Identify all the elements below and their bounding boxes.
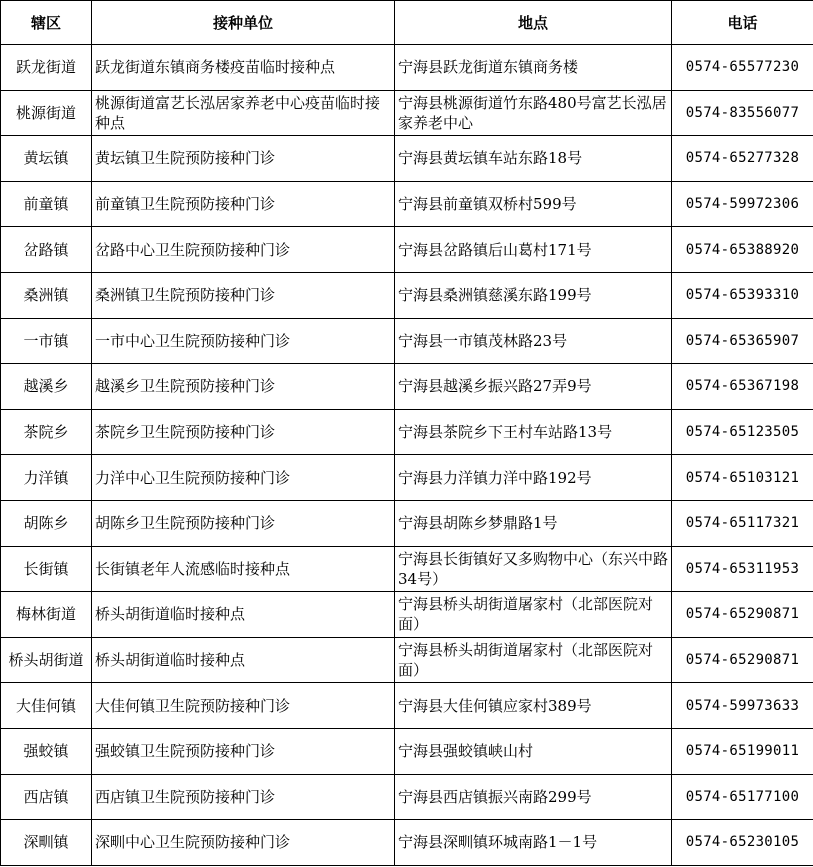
table-row	[1, 90, 813, 136]
phone-cell: 0574-65123505	[672, 409, 813, 455]
phone-cell: 0574-65290871	[672, 592, 813, 638]
phone-cell: 0574-65311953	[672, 546, 813, 592]
district-cell: 长街镇	[1, 546, 92, 592]
unit-cell: 力洋中心卫生院预防接种门诊	[92, 455, 395, 501]
unit-cell: 长街镇老年人流感临时接种点	[92, 546, 395, 592]
unit-cell: 胡陈乡卫生院预防接种门诊	[92, 500, 395, 546]
table-row	[1, 409, 813, 455]
district-cell: 前童镇	[1, 181, 92, 227]
district-cell: 桃源街道	[1, 90, 92, 136]
address-cell: 宁海县桃源街道竹东路480号富艺长泓居家养老中心	[395, 90, 672, 136]
address-cell: 宁海县跃龙街道东镇商务楼	[395, 45, 672, 91]
header-unit: 接种单位	[92, 1, 395, 45]
unit-cell: 桥头胡街道临时接种点	[92, 592, 395, 638]
address-cell: 宁海县岔路镇后山葛村171号	[395, 227, 672, 273]
unit-cell: 深甽中心卫生院预防接种门诊	[92, 820, 395, 866]
district-cell: 深甽镇	[1, 820, 92, 866]
table-row	[1, 181, 813, 227]
address-cell: 宁海县强蛟镇峡山村	[395, 728, 672, 774]
table-row	[1, 728, 813, 774]
phone-cell: 0574-59972306	[672, 181, 813, 227]
table-row	[1, 272, 813, 318]
district-cell: 桥头胡街道	[1, 637, 92, 683]
table-row	[1, 774, 813, 820]
phone-cell: 0574-65365907	[672, 318, 813, 364]
district-cell: 西店镇	[1, 774, 92, 820]
phone-cell: 0574-65277328	[672, 136, 813, 182]
address-cell: 宁海县前童镇双桥村599号	[395, 181, 672, 227]
district-cell: 岔路镇	[1, 227, 92, 273]
table-row	[1, 683, 813, 729]
phone-cell: 0574-83556077	[672, 90, 813, 136]
address-cell: 宁海县黄坛镇车站东路18号	[395, 136, 672, 182]
address-cell: 宁海县长街镇好又多购物中心（东兴中路34号）	[395, 546, 672, 592]
address-cell: 宁海县越溪乡振兴路27弄9号	[395, 364, 672, 410]
unit-cell: 越溪乡卫生院预防接种门诊	[92, 364, 395, 410]
table-row	[1, 45, 813, 91]
address-cell: 宁海县西店镇振兴南路299号	[395, 774, 672, 820]
address-cell: 宁海县桥头胡街道屠家村（北部医院对面）	[395, 592, 672, 638]
phone-cell: 0574-65388920	[672, 227, 813, 273]
phone-cell: 0574-65117321	[672, 500, 813, 546]
address-cell: 宁海县茶院乡下王村车站路13号	[395, 409, 672, 455]
unit-cell: 桑洲镇卫生院预防接种门诊	[92, 272, 395, 318]
unit-cell: 黄坛镇卫生院预防接种门诊	[92, 136, 395, 182]
unit-cell: 跃龙街道东镇商务楼疫苗临时接种点	[92, 45, 395, 91]
district-cell: 大佳何镇	[1, 683, 92, 729]
table-row	[1, 546, 813, 592]
phone-cell: 0574-65577230	[672, 45, 813, 91]
district-cell: 一市镇	[1, 318, 92, 364]
unit-cell: 大佳何镇卫生院预防接种门诊	[92, 683, 395, 729]
unit-cell: 前童镇卫生院预防接种门诊	[92, 181, 395, 227]
table-row	[1, 318, 813, 364]
unit-cell: 岔路中心卫生院预防接种门诊	[92, 227, 395, 273]
district-cell: 梅林街道	[1, 592, 92, 638]
phone-cell: 0574-59973633	[672, 683, 813, 729]
table-row	[1, 500, 813, 546]
unit-cell: 桃源街道富艺长泓居家养老中心疫苗临时接种点	[92, 90, 395, 136]
phone-cell: 0574-65199011	[672, 728, 813, 774]
header-phone: 电话	[672, 1, 813, 45]
unit-cell: 茶院乡卫生院预防接种门诊	[92, 409, 395, 455]
header-row	[1, 1, 813, 45]
unit-cell: 西店镇卫生院预防接种门诊	[92, 774, 395, 820]
district-cell: 胡陈乡	[1, 500, 92, 546]
table-row	[1, 455, 813, 501]
unit-cell: 强蛟镇卫生院预防接种门诊	[92, 728, 395, 774]
unit-cell: 桥头胡街道临时接种点	[92, 637, 395, 683]
phone-cell: 0574-65290871	[672, 637, 813, 683]
district-cell: 黄坛镇	[1, 136, 92, 182]
phone-cell: 0574-65230105	[672, 820, 813, 866]
table-row	[1, 820, 813, 866]
address-cell: 宁海县力洋镇力洋中路192号	[395, 455, 672, 501]
phone-cell: 0574-65177100	[672, 774, 813, 820]
table-row	[1, 592, 813, 638]
address-cell: 宁海县胡陈乡梦鼎路1号	[395, 500, 672, 546]
address-cell: 宁海县深甽镇环城南路1－1号	[395, 820, 672, 866]
table-row	[1, 637, 813, 683]
district-cell: 越溪乡	[1, 364, 92, 410]
address-cell: 宁海县一市镇茂林路23号	[395, 318, 672, 364]
district-cell: 强蛟镇	[1, 728, 92, 774]
address-cell: 宁海县桑洲镇慈溪东路199号	[395, 272, 672, 318]
address-cell: 宁海县大佳何镇应家村389号	[395, 683, 672, 729]
phone-cell: 0574-65367198	[672, 364, 813, 410]
phone-cell: 0574-65103121	[672, 455, 813, 501]
header-address: 地点	[395, 1, 672, 45]
table-row	[1, 227, 813, 273]
phone-cell: 0574-65393310	[672, 272, 813, 318]
header-district: 辖区	[1, 1, 92, 45]
district-cell: 跃龙街道	[1, 45, 92, 91]
table-row	[1, 136, 813, 182]
district-cell: 力洋镇	[1, 455, 92, 501]
table-row	[1, 364, 813, 410]
district-cell: 茶院乡	[1, 409, 92, 455]
unit-cell: 一市中心卫生院预防接种门诊	[92, 318, 395, 364]
address-cell: 宁海县桥头胡街道屠家村（北部医院对面）	[395, 637, 672, 683]
district-cell: 桑洲镇	[1, 272, 92, 318]
